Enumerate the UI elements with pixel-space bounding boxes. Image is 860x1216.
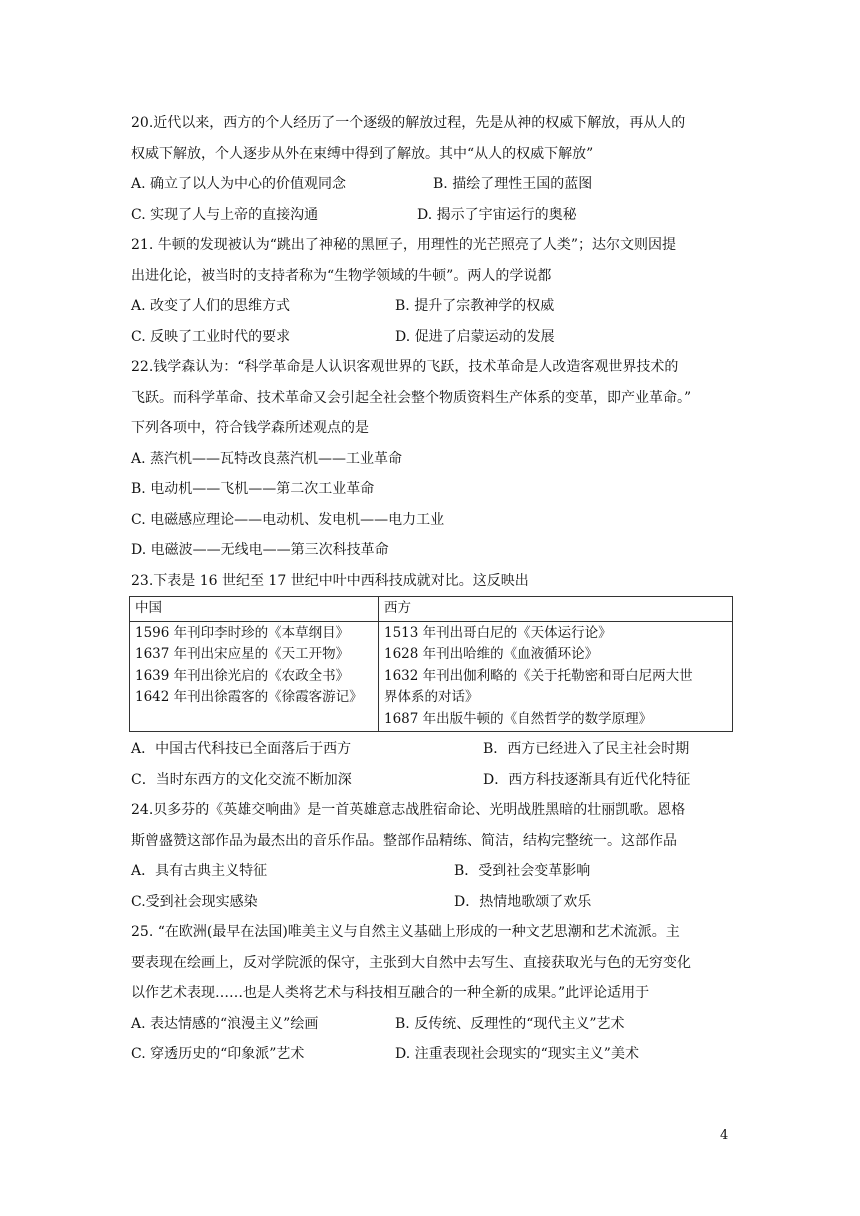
china-item: 1642 年刊出徐霞客的《徐霞客游记》	[135, 689, 363, 705]
west-item: 1628 年刊出哈维的《血液循环论》	[384, 646, 599, 662]
option-row	[131, 322, 731, 353]
question-list	[131, 108, 731, 1070]
option-b[interactable]: B. 提升了宗教神学的权威	[395, 298, 555, 314]
table-header-row	[130, 597, 733, 622]
option-row	[131, 1039, 731, 1070]
page-number: 4	[720, 1128, 729, 1143]
option-d[interactable]: D．热情地歌颂了欢乐	[454, 893, 592, 910]
option-row	[131, 856, 731, 887]
west-item: 界体系的对话》	[384, 689, 479, 705]
option-b[interactable]: B. 描绘了理性王国的蓝图	[433, 176, 593, 192]
header-west: 西方	[379, 597, 733, 622]
question-stem-line: 斯曾盛赞这部作品为最杰出的音乐作品。整部作品精练、简洁，结构完整统一。这部作品	[131, 832, 677, 849]
option-a[interactable]: A．中国古代科技已全面落后于西方	[131, 741, 352, 757]
option-row	[131, 734, 731, 765]
west-item: 1632 年刊出伽利略的《关于托勒密和哥白尼两大世	[384, 667, 693, 684]
option-d[interactable]: D．西方科技逐渐具有近代化特征	[483, 771, 691, 788]
option-d[interactable]: D. 电磁波——无线电——第三次科技革命	[131, 542, 389, 558]
comparison-table	[129, 596, 733, 732]
question-stem-line: 21. 牛顿的发现被认为“跳出了神秘的黑匣子，用理性的光芒照亮了人类”；达尔文则因提	[131, 237, 677, 253]
question-24	[131, 795, 731, 917]
option-row	[131, 765, 731, 796]
option-c[interactable]: C．当时东西方的文化交流不断加深	[131, 771, 352, 788]
option-c[interactable]: C.受到社会现实感染	[131, 893, 258, 910]
question-stem-line: 权威下解放，个人逐步从外在束缚中得到了解放。其中“从人的权威下解放”	[131, 145, 594, 162]
question-stem-line: 22.钱学森认为：“科学革命是人认识客观世界的飞跃，技术革命是人改造客观世界技术的	[131, 359, 679, 375]
china-item: 1596 年刊印李时珍的《本草纲目》	[135, 624, 350, 641]
question-stem-line: 24.贝多芬的《英雄交响曲》是一首英雄意志战胜宿命论、光明战胜黑暗的壮丽凯歌。恩格	[131, 802, 686, 818]
header-china: 中国	[130, 597, 379, 622]
option-c[interactable]: C. 电磁感应理论——电动机、发电机——电力工业	[131, 511, 445, 528]
table-row	[130, 621, 733, 732]
option-a[interactable]: A. 确立了以人为中心的价值观同念	[131, 176, 347, 192]
option-row	[131, 887, 731, 918]
option-b[interactable]: B. 反传统、反理性的“现代主义”艺术	[395, 1015, 625, 1032]
option-row	[131, 169, 731, 200]
option-b[interactable]: B．西方已经进入了民主社会时期	[483, 741, 690, 757]
option-a[interactable]: A. 表达情感的“浪漫主义”绘画	[131, 1015, 319, 1032]
west-item: 1687 年出版牛顿的《自然哲学的数学原理》	[384, 710, 653, 727]
option-d[interactable]: D. 注重表现社会现实的“现实主义”美术	[395, 1046, 639, 1062]
option-c[interactable]: C. 实现了人与上帝的直接沟通	[131, 206, 319, 223]
china-item: 1639 年刊出徐光启的《农政全书》	[135, 667, 350, 684]
question-stem-line: 以作艺术表现……也是人类将艺术与科技相互融合的一种全新的成果。”此评论适用于	[131, 985, 650, 1001]
option-c[interactable]: C. 反映了工业时代的要求	[131, 328, 291, 345]
option-b[interactable]: B．受到社会变革影响	[454, 863, 591, 879]
option-d[interactable]: D. 揭示了宇宙运行的奥秘	[417, 206, 577, 223]
west-item: 1513 年刊出哥白尼的《天体运行论》	[384, 624, 612, 641]
question-stem-line: 20.近代以来，西方的个人经历了一个逐级的解放过程，先是从神的权威下解放，再从人的	[131, 115, 686, 131]
question-25	[131, 917, 731, 1070]
question-stem-line: 23.下表是 16 世纪至 17 世纪中叶中西科技成就对比。这反映出	[131, 572, 529, 589]
cell-west	[379, 621, 733, 732]
question-stem-line: 要表现在绘画上，反对学院派的保守，主张到大自然中去写生、直接获取光与色的无穷变化	[131, 954, 691, 971]
question-stem-line: 出进化论，被当时的支持者称为“生物学领域的牛顿”。两人的学说都	[131, 267, 552, 284]
option-d[interactable]: D. 促进了启蒙运动的发展	[395, 328, 555, 345]
option-c[interactable]: C. 穿透历史的“印象派”艺术	[131, 1046, 305, 1062]
option-a[interactable]: A. 蒸汽机——瓦特改良蒸汽机——工业革命	[131, 450, 403, 467]
option-row	[131, 200, 731, 231]
question-22	[131, 352, 731, 566]
china-item: 1637 年刊出宋应星的《天工开物》	[135, 646, 350, 662]
option-b[interactable]: B. 电动机——飞机——第二次工业革命	[131, 481, 375, 497]
option-row	[131, 291, 731, 322]
option-a[interactable]: A．具有古典主义特征	[131, 863, 268, 879]
option-a[interactable]: A. 改变了人们的思维方式	[131, 298, 291, 314]
question-stem-line: 飞跃。而科学革命、技术革命又会引起全社会整个物质资料生产体系的变革，即产业革命。”	[131, 389, 692, 406]
option-row	[131, 1009, 731, 1040]
question-23	[131, 566, 731, 796]
question-stem-line: 25. “在欧洲(最早在法国)唯美主义与自然主义基础上形成的一种文艺思潮和艺术流派。主	[131, 924, 680, 940]
question-stem-line: 下列各项中，符合钱学森所述观点的是	[131, 420, 369, 436]
question-21	[131, 230, 731, 352]
question-20	[131, 108, 731, 230]
cell-china	[130, 621, 379, 732]
